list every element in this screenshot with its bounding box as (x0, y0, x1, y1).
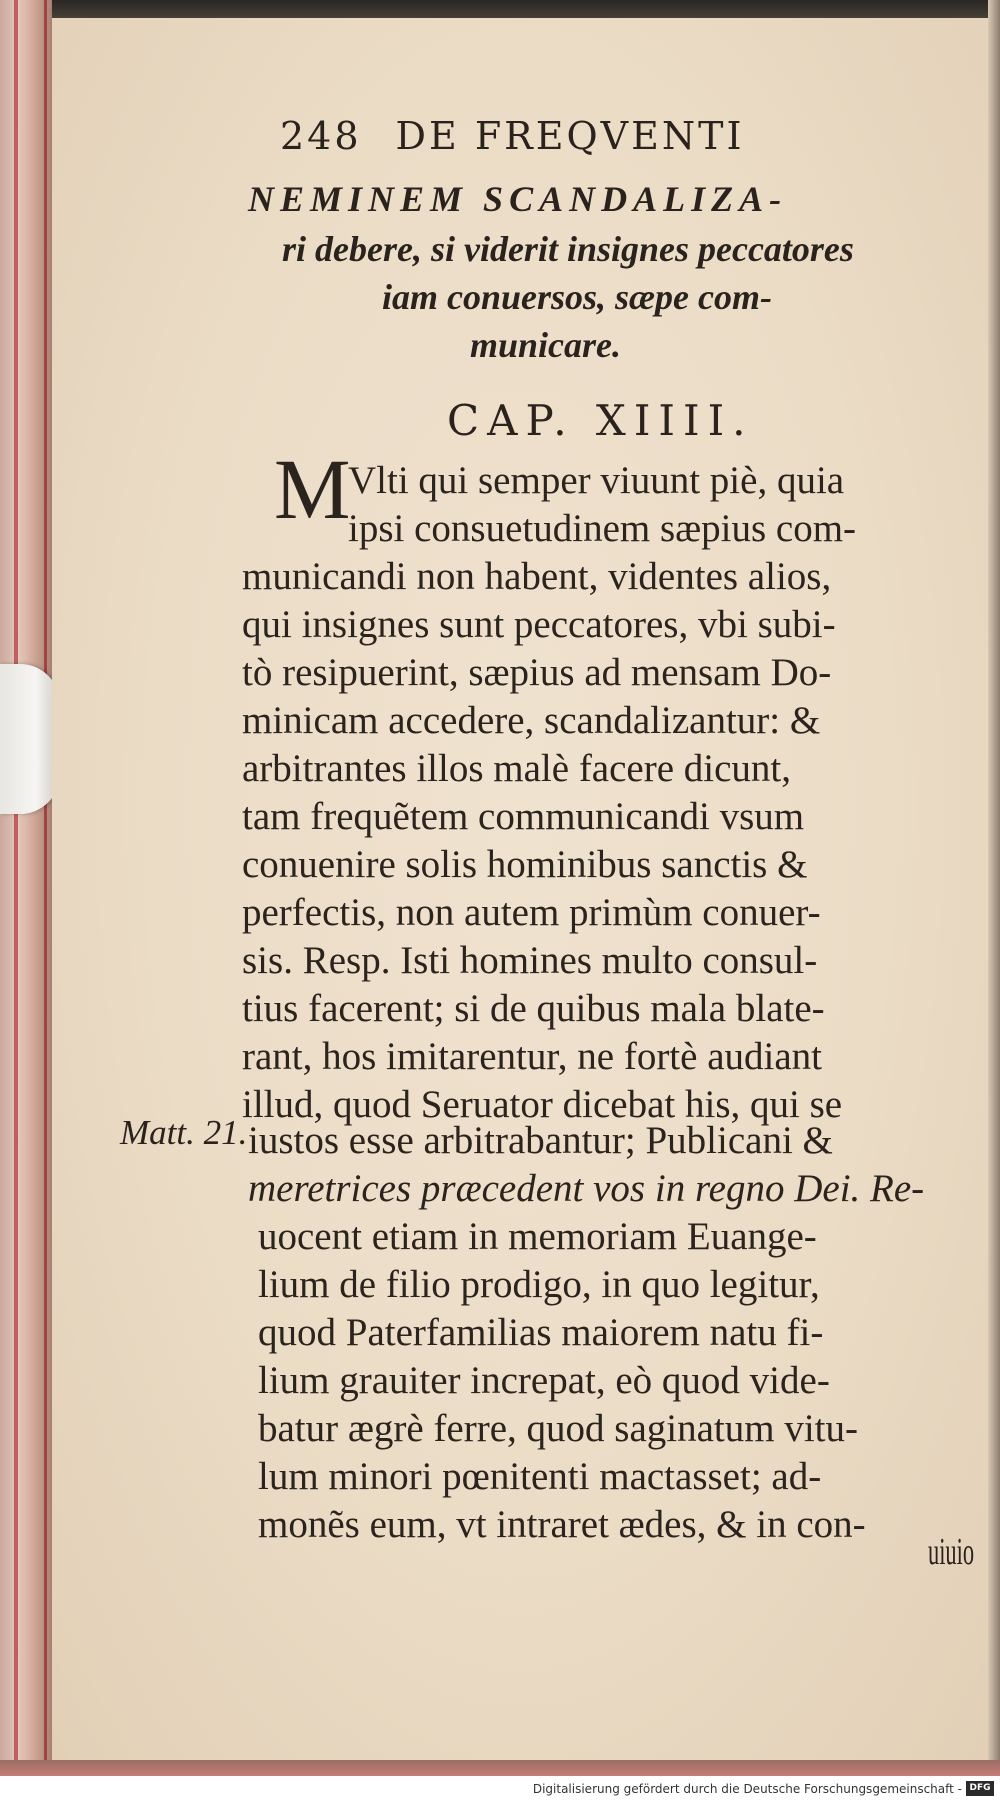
text-line: iustos esse arbitrabantur; Publicani & (248, 1119, 833, 1162)
text-line: sis. Resp. Isti homines multo consul- (242, 939, 818, 982)
text-line: minicam accedere, scandalizantur: & (242, 699, 821, 742)
drop-cap: M (274, 441, 351, 537)
page-fore-edge (988, 0, 1000, 1775)
text-line: monẽs eum, vt intraret ædes, & in con- (258, 1503, 866, 1546)
chapter-title-line: NEMINEM SCANDALIZA- (248, 179, 788, 219)
page-number: 248 (280, 114, 362, 158)
book-page (52, 18, 988, 1760)
text-line: lum minori pœnitenti mactasset; ad- (258, 1455, 822, 1498)
binding-bottom-edge (0, 1760, 1000, 1776)
text-line: municandi non habent, videntes alios, (242, 555, 832, 598)
text-line: Vlti qui semper viuunt piè, quia (348, 459, 845, 502)
text-line: arbitrantes illos malè facere dicunt, (242, 747, 792, 790)
text-line: tius facerent; si de quibus mala blate- (242, 987, 825, 1030)
chapter-title-line: iam conuersos, sæpe com- (382, 277, 772, 317)
catchword: uiuio (928, 1531, 975, 1573)
text-line: uocent etiam in memoriam Euange- (258, 1215, 817, 1258)
funding-credit: Digitalisierung gefördert durch die Deutsche Forschungsgemeinschaft - (532, 1782, 962, 1796)
running-title: DE FREQVENTI (395, 114, 745, 158)
book-spine (0, 0, 52, 1775)
clasp (0, 664, 60, 814)
text-line: quod Paterfamilias maiorem natu fi- (258, 1311, 824, 1354)
text-line: rant, hos imitarentur, ne fortè audiant (242, 1035, 822, 1078)
running-head (280, 114, 920, 158)
text-line: meretrices præcedent vos in regno Dei. Re- (248, 1167, 925, 1210)
text-line: ipsi consuetudinem sæpius com- (348, 507, 857, 550)
text-line: tam frequẽtem communicandi vsum (242, 795, 805, 838)
chapter-title-line: municare. (470, 325, 622, 365)
text-line: lium de filio prodigo, in quo legitur, (258, 1263, 820, 1306)
text-line: perfectis, non autem primùm conuer- (242, 891, 821, 934)
spine-red-line (14, 0, 18, 1775)
dfg-logo: DFG (966, 1781, 994, 1796)
chapter-number: CAP. XIIII. (447, 396, 754, 445)
text-line: tò resipuerint, sæpius ad mensam Do- (242, 651, 832, 694)
text-line: qui insignes sunt peccatores, vbi subi- (242, 603, 836, 646)
text-line: batur ægrè ferre, quod saginatum vitu- (258, 1407, 858, 1450)
binding-top-edge (0, 0, 1000, 20)
text-line: illud, quod Seruator dicebat his, qui se (242, 1083, 843, 1126)
chapter-title-line: ri debere, si viderit insignes peccatores (282, 229, 854, 269)
marginal-note: Matt. 21. (120, 1113, 248, 1152)
text-line: conuenire solis hominibus sanctis & (242, 843, 808, 886)
spine-red-line (44, 0, 47, 1775)
text-line: lium grauiter increpat, eò quod vide- (258, 1359, 830, 1402)
